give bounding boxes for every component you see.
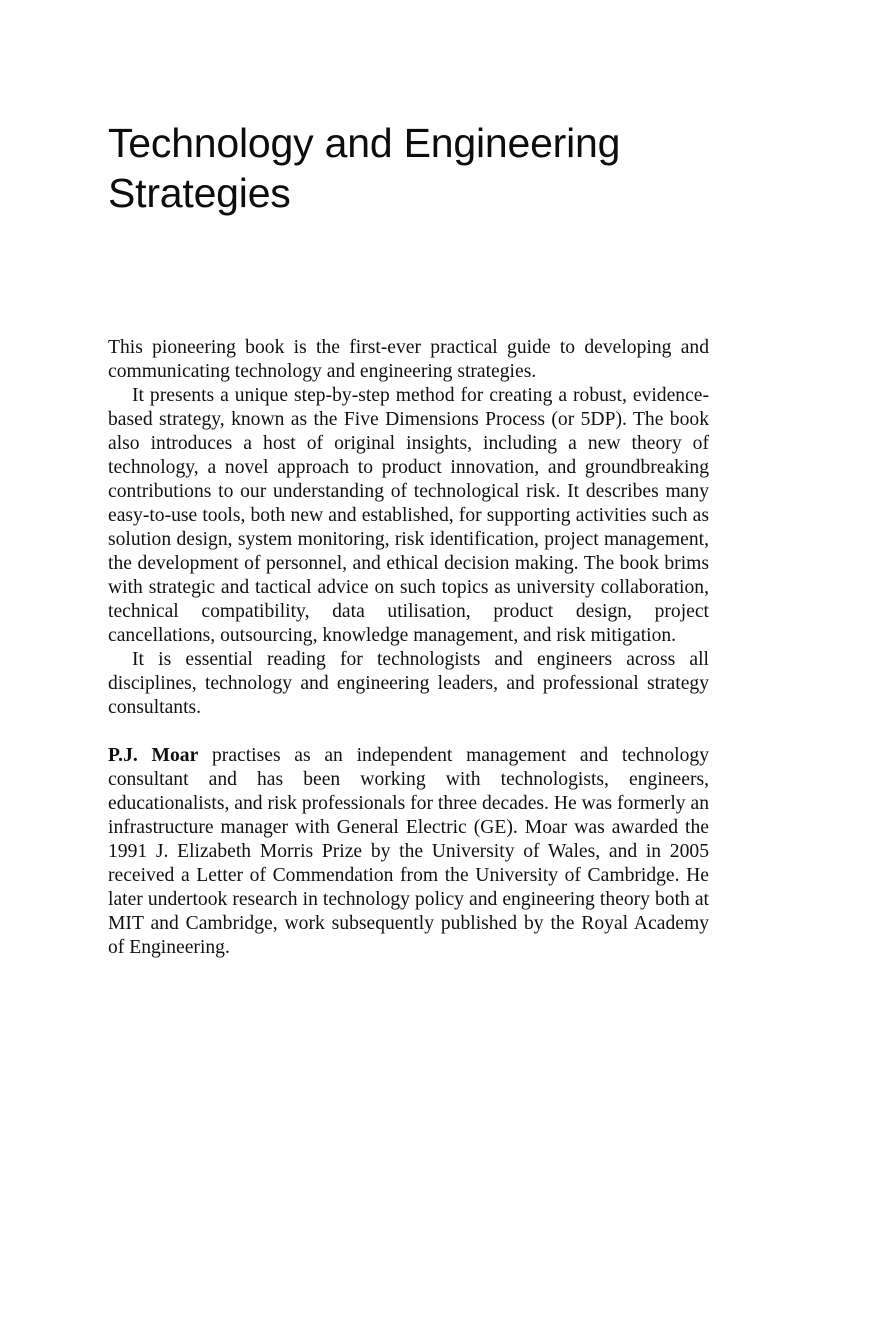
author-bio-text: practises as an independent management and technology consultant and has been working with technologists, engineers, educationalists, and risk professionals for three decades. He was formerly an infrastructure manager with General Electric (GE). Moar was awarded the 1991 J. Elizabeth Morris Prize by the University of Wales, and in 2005 received a Letter of Commendation from the University of Cambridge. He later undertook research in technology policy and engineering theory both at MIT and Cambridge, work subsequently published by the Royal Academy of Engineering.	[108, 745, 709, 958]
author-name: P.J. Moar	[108, 745, 199, 766]
book-title-line-2: Strategies	[108, 170, 291, 216]
book-title-line-1: Technology and Engineering	[108, 120, 621, 166]
description-paragraph-1: This pioneering book is the first-ever practical guide to developing and communicating technology and engineering strategies.	[108, 337, 709, 382]
description-paragraph-2: It presents a unique step-by-step method for creating a robust, evidence-based strategy, known as the Five Dimensions Process (or 5DP). The book also introduces a host of original insights, including a new theory of technology, a novel approach to product innovation, and groundbreaking contributions to our understanding of technological risk. It describes many easy-to-use tools, both new and established, for supporting activities such as solution design, system monitoring, risk identification, project management, the development of personnel, and ethical decision making. The book brims with strategic and tactical advice on such topics as university collaboration, technical compatibility, data utilisation, product design, project cancellations, outsourcing, knowledge management, and risk mitigation.	[108, 385, 709, 646]
book-description	[108, 336, 709, 960]
book-title	[108, 118, 748, 218]
description-paragraph-3: It is essential reading for technologists and engineers across all disciplines, technology and engineering leaders, and professional strategy consultants.	[108, 649, 709, 718]
author-bio	[108, 744, 709, 960]
